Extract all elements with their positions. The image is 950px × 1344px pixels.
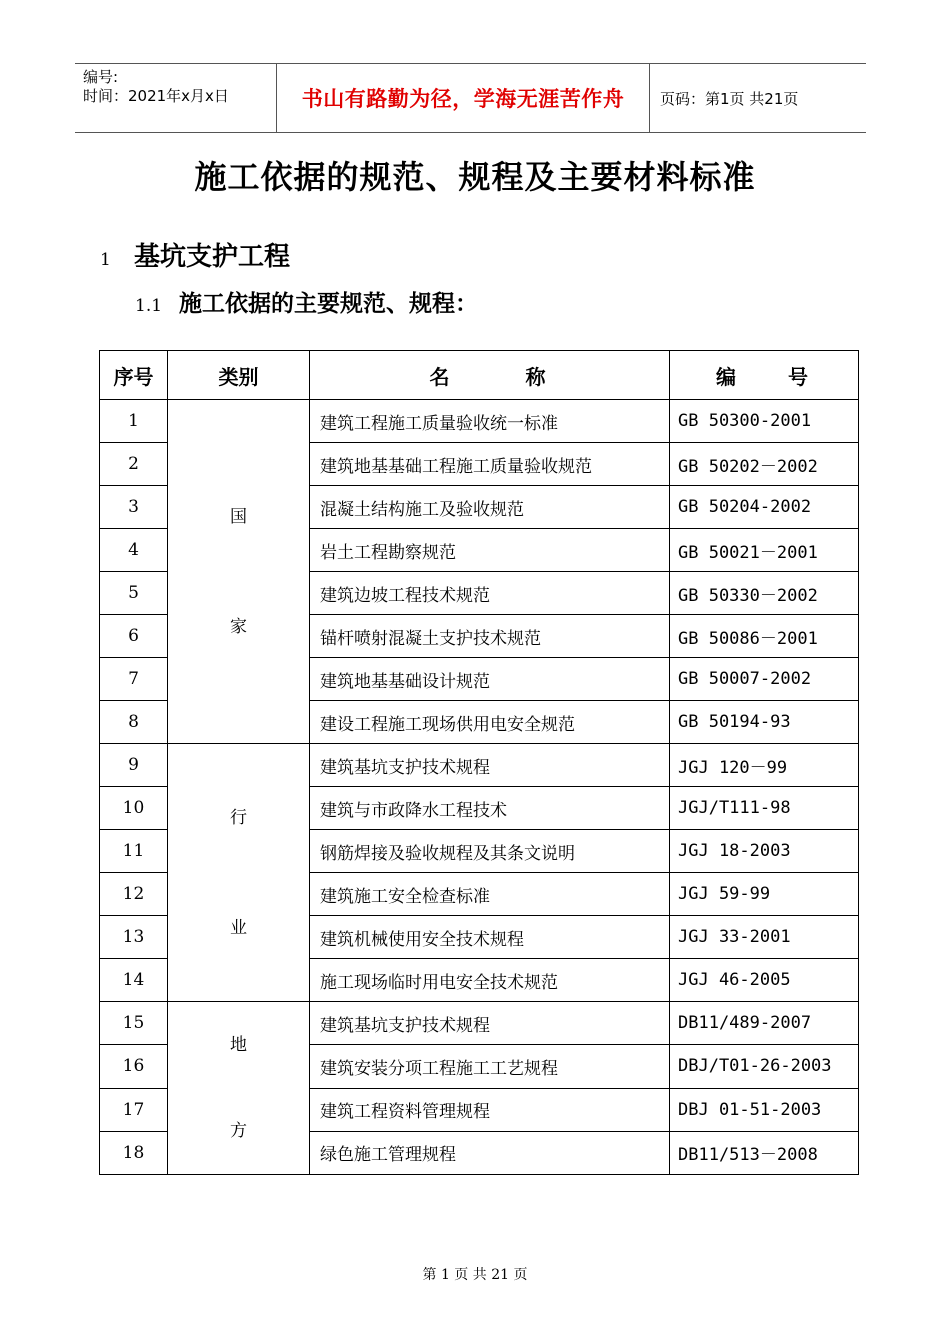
row-index: 2: [100, 443, 168, 486]
header-meta: [75, 64, 277, 132]
row-index: 9: [100, 744, 168, 787]
category-national: [168, 400, 310, 744]
subsection-title: 施工依据的主要规范、规程：: [179, 291, 478, 317]
section-heading-1: [100, 236, 290, 273]
category-char: 方: [230, 1121, 247, 1141]
category-char: 地: [230, 1035, 247, 1055]
row-name: 建筑机械使用安全技术规程: [310, 916, 670, 959]
table-header-row: [100, 351, 859, 400]
row-code: GB 50300-2001: [670, 400, 859, 443]
section-number: 1: [100, 250, 111, 270]
table-row: [100, 744, 859, 787]
row-index: 10: [100, 787, 168, 830]
row-name: 建筑地基基础设计规范: [310, 658, 670, 701]
number-label: 编号:: [83, 68, 119, 86]
row-name: 施工现场临时用电安全技术规范: [310, 959, 670, 1002]
row-code: GB 50202－2002: [670, 443, 859, 486]
row-name: 岩土工程勘察规范: [310, 529, 670, 572]
row-code: JGJ/T111-98: [670, 787, 859, 830]
row-code: GB 50021－2001: [670, 529, 859, 572]
row-index: 15: [100, 1002, 168, 1045]
row-index: 3: [100, 486, 168, 529]
row-index: 5: [100, 572, 168, 615]
row-code: DB11/489-2007: [670, 1002, 859, 1045]
row-name: 建筑工程资料管理规程: [310, 1088, 670, 1131]
row-code: JGJ 33-2001: [670, 916, 859, 959]
row-index: 8: [100, 701, 168, 744]
row-code: GB 50007-2002: [670, 658, 859, 701]
row-code: JGJ 120－99: [670, 744, 859, 787]
row-index: 1: [100, 400, 168, 443]
header-index: 序号: [100, 351, 168, 400]
row-index: 4: [100, 529, 168, 572]
row-code: GB 50194-93: [670, 701, 859, 744]
header-name: 名 称: [310, 351, 670, 400]
row-index: 18: [100, 1131, 168, 1174]
row-name: 建筑基坑支护技术规程: [310, 1002, 670, 1045]
row-index: 13: [100, 916, 168, 959]
section-heading-1-1: [135, 285, 478, 318]
row-name: 混凝土结构施工及验收规范: [310, 486, 670, 529]
row-name: 建设工程施工现场供用电安全规范: [310, 701, 670, 744]
row-code: GB 50204-2002: [670, 486, 859, 529]
row-name: 建筑工程施工质量验收统一标准: [310, 400, 670, 443]
row-name: 建筑与市政降水工程技术: [310, 787, 670, 830]
row-code: DBJ/T01-26-2003: [670, 1045, 859, 1088]
row-code: GB 50330－2002: [670, 572, 859, 615]
header-code: 编 号: [670, 351, 859, 400]
row-index: 17: [100, 1088, 168, 1131]
row-name: 建筑边坡工程技术规范: [310, 572, 670, 615]
row-code: DBJ 01-51-2003: [670, 1088, 859, 1131]
category-char: 国: [230, 506, 247, 527]
row-code: JGJ 18-2003: [670, 830, 859, 873]
row-index: 6: [100, 615, 168, 658]
row-name: 钢筋焊接及验收规程及其条文说明: [310, 830, 670, 873]
category-char: 业: [230, 917, 247, 938]
row-name: 锚杆喷射混凝土支护技术规范: [310, 615, 670, 658]
row-index: 12: [100, 873, 168, 916]
document-title: 施工依据的规范、规程及主要材料标准: [194, 158, 756, 196]
subsection-number: 1.1: [135, 296, 163, 316]
row-code: DB11/513－2008: [670, 1131, 859, 1174]
row-name: 建筑地基基础工程施工质量验收规范: [310, 443, 670, 486]
page-footer: 第 1 页 共 21 页: [422, 1267, 528, 1283]
section-title: 基坑支护工程: [134, 242, 291, 272]
category-local: [168, 1002, 310, 1175]
row-index: 7: [100, 658, 168, 701]
row-index: 14: [100, 959, 168, 1002]
category-char: 家: [230, 616, 247, 637]
category-industry: [168, 744, 310, 1002]
page-header: [75, 63, 866, 133]
header-motto: 书山有路勤为径，学海无涯苦作舟: [277, 64, 650, 132]
row-code: JGJ 46-2005: [670, 959, 859, 1002]
row-name: 绿色施工管理规程: [310, 1131, 670, 1174]
row-name: 建筑基坑支护技术规程: [310, 744, 670, 787]
row-name: 建筑安装分项工程施工工艺规程: [310, 1045, 670, 1088]
row-code: JGJ 59-99: [670, 873, 859, 916]
table-row: [100, 1002, 859, 1045]
time-label: 时间：2021年x月x日: [83, 87, 229, 105]
row-index: 11: [100, 830, 168, 873]
standards-table: [99, 350, 859, 1175]
category-char: 行: [230, 807, 247, 828]
table-row: [100, 400, 859, 443]
row-name: 建筑施工安全检查标准: [310, 873, 670, 916]
header-page-info: 页码：第1页 共21页: [660, 89, 799, 108]
row-index: 16: [100, 1045, 168, 1088]
header-category: 类别: [168, 351, 310, 400]
row-code: GB 50086－2001: [670, 615, 859, 658]
